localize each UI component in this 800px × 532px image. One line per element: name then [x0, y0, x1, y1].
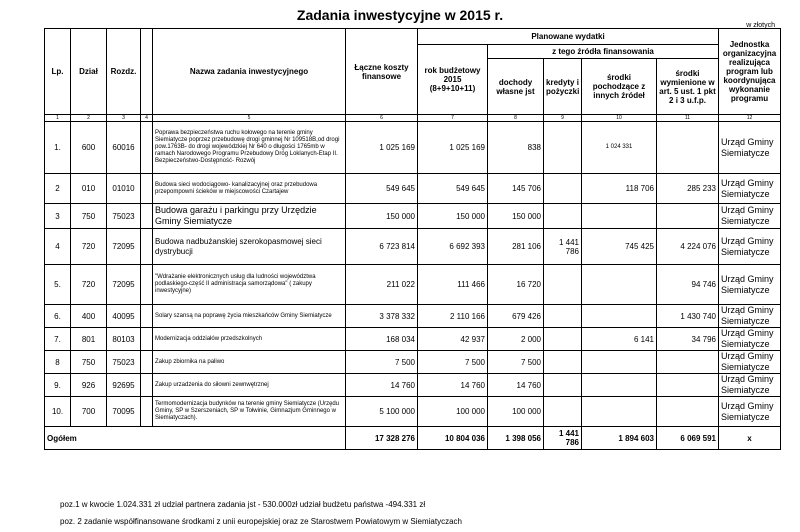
row-dochody: 100 000 [488, 397, 544, 427]
header-jednostka: Jednostka organizacyjna realizująca program lub koordynująca wykonanie programu [719, 29, 781, 115]
table-row [45, 174, 781, 204]
header-laczne: Łączne koszty finansowe [346, 29, 418, 115]
row-wym: 285 233 [657, 174, 719, 204]
row-dochody: 14 760 [488, 374, 544, 397]
row-rok: 1 025 169 [418, 122, 488, 174]
row-jednostka: Urząd Gminy Siemiatycze [719, 374, 781, 397]
row-dzial: 720 [71, 265, 107, 305]
col-number: 1 [45, 115, 71, 122]
row-dochody: 679 426 [488, 305, 544, 328]
row-dzial: 010 [71, 174, 107, 204]
total-label: Ogółem [45, 427, 346, 450]
row-dzial: 926 [71, 374, 107, 397]
col-number: 6 [346, 115, 418, 122]
row-inne [582, 265, 657, 305]
row-lp: 4 [45, 229, 71, 265]
row-dzial: 400 [71, 305, 107, 328]
row-rok: 42 937 [418, 328, 488, 351]
row-kredyty [544, 204, 582, 229]
col-number: 4 [141, 115, 153, 122]
row-rozdz: 72095 [107, 229, 141, 265]
row-rozdz: 60016 [107, 122, 141, 174]
footnote-2: poz. 2 zadanie współfinansowane środkami z unii europejskiej oraz ze Starostwem Powiatowym w Siemiatyczach [60, 517, 462, 526]
col-number: 8 [488, 115, 544, 122]
row-laczne: 150 000 [346, 204, 418, 229]
row-par [141, 174, 153, 204]
header-srodki-wym: środki wymienione w art. 5 ust. 1 pkt 2 i 3 u.f.p. [657, 59, 719, 115]
col-number: 12 [719, 115, 781, 122]
total-dochody: 1 398 056 [488, 427, 544, 450]
row-laczne: 168 034 [346, 328, 418, 351]
header-planowane: Planowane wydatki [418, 29, 719, 45]
row-name: Poprawa bezpieczeństwa ruchu kołowego na terenie gminy Siemiatycze poprzez przebudowę drogi gminnej Nr 109518B,od drogi pow.1763B- do drogi wojewódzkiej Nr 640 o długości 1765mb w ramach Narodowego Programu Przebudowy Dróg Loklanych-Etap II. Bezpieczeństwo-Dostępność- Rozwój [153, 122, 346, 174]
row-dzial: 600 [71, 122, 107, 174]
header-zrodla: z tego źródła finansowania [488, 45, 719, 59]
row-kredyty [544, 328, 582, 351]
table-row [45, 397, 781, 427]
col-number: 9 [544, 115, 582, 122]
row-name: Modernizacja oddziałów przedszkolnych [153, 328, 346, 351]
row-wym [657, 351, 719, 374]
total-wym: 6 069 591 [657, 427, 719, 450]
row-wym [657, 374, 719, 397]
row-lp: 7. [45, 328, 71, 351]
row-dzial: 750 [71, 204, 107, 229]
header-dzial: Dział [71, 29, 107, 115]
row-rok: 111 466 [418, 265, 488, 305]
row-laczne: 5 100 000 [346, 397, 418, 427]
table-row [45, 305, 781, 328]
row-kredyty [544, 374, 582, 397]
row-inne: 118 706 [582, 174, 657, 204]
header-nazwa: Nazwa zadania inwestycyjnego [153, 29, 346, 115]
row-rok: 2 110 166 [418, 305, 488, 328]
row-rozdz: 70095 [107, 397, 141, 427]
row-inne [582, 305, 657, 328]
row-lp: 10. [45, 397, 71, 427]
row-par [141, 229, 153, 265]
row-par [141, 397, 153, 427]
row-par [141, 374, 153, 397]
row-dzial: 750 [71, 351, 107, 374]
row-inne [582, 397, 657, 427]
header-par [141, 29, 153, 115]
row-par [141, 328, 153, 351]
row-inne [582, 351, 657, 374]
row-jednostka: Urząd Gminy Siemiatycze [719, 229, 781, 265]
row-jednostka: Urząd Gminy Siemiatycze [719, 351, 781, 374]
row-inne [582, 374, 657, 397]
total-laczne: 17 328 276 [346, 427, 418, 450]
header-dochody: dochody własne jst [488, 59, 544, 115]
row-name: Zakup zbiornika na paliwo [153, 351, 346, 374]
row-name: Budowa nadbużanskiej szerokopasmowej sieci dystrybucji [153, 229, 346, 265]
table-row [45, 328, 781, 351]
row-rok: 549 645 [418, 174, 488, 204]
row-laczne: 211 022 [346, 265, 418, 305]
row-dzial: 801 [71, 328, 107, 351]
row-dochody: 2 000 [488, 328, 544, 351]
row-dzial: 700 [71, 397, 107, 427]
row-jednostka: Urząd Gminy Siemiatycze [719, 305, 781, 328]
total-jednostka: x [719, 427, 781, 450]
row-wym: 1 430 740 [657, 305, 719, 328]
footnote-1: poz.1 w kwocie 1.024.331 zł udział partnera zadania jst - 530.000zł udział budżetu państwa -494.331 zł [60, 500, 426, 509]
row-name: Budowa garażu i parkingu przy Urzędzie Gminy Siemiatycze [153, 204, 346, 229]
row-kredyty [544, 351, 582, 374]
col-number: 5 [153, 115, 346, 122]
row-dochody: 281 106 [488, 229, 544, 265]
row-inne: 745 425 [582, 229, 657, 265]
row-rok: 100 000 [418, 397, 488, 427]
row-laczne: 6 723 814 [346, 229, 418, 265]
row-par [141, 122, 153, 174]
table-row [45, 265, 781, 305]
column-number-row [45, 115, 781, 122]
row-lp: 5. [45, 265, 71, 305]
header-lp: Lp. [45, 29, 71, 115]
row-dochody: 16 720 [488, 265, 544, 305]
row-wym: 34 796 [657, 328, 719, 351]
row-inne [582, 204, 657, 229]
row-rozdz: 92695 [107, 374, 141, 397]
row-wym: 4 224 076 [657, 229, 719, 265]
row-dochody: 150 000 [488, 204, 544, 229]
row-wym [657, 122, 719, 174]
row-rozdz: 01010 [107, 174, 141, 204]
row-dochody: 145 706 [488, 174, 544, 204]
row-rozdz: 72095 [107, 265, 141, 305]
row-jednostka: Urząd Gminy Siemiatycze [719, 397, 781, 427]
row-name: Termomodernizacja budynków na terenie gminy Siemiatycze (Urzędu Gminy, SP w Szerszeniach, SP w Tołwinie, Gimnazjum Gminnego w Siemiatyczach). [153, 397, 346, 427]
investment-table [44, 28, 781, 450]
row-kredyty [544, 305, 582, 328]
row-laczne: 3 378 332 [346, 305, 418, 328]
row-lp: 6. [45, 305, 71, 328]
col-number: 7 [418, 115, 488, 122]
row-par [141, 305, 153, 328]
row-laczne: 14 760 [346, 374, 418, 397]
document-title: Zadania inwestycyjne w 2015 r. [296, 7, 504, 23]
row-name: Solary szansą na poprawę życia mieszkańców Gminy Siemiatycze [153, 305, 346, 328]
row-jednostka: Urząd Gminy Siemiatycze [719, 265, 781, 305]
row-dochody: 838 [488, 122, 544, 174]
row-lp: 8 [45, 351, 71, 374]
row-lp: 3 [45, 204, 71, 229]
col-number: 2 [71, 115, 107, 122]
row-kredyty [544, 174, 582, 204]
row-rozdz: 75023 [107, 351, 141, 374]
row-inne: 1 024 331 [582, 122, 657, 174]
row-dochody: 7 500 [488, 351, 544, 374]
row-laczne: 7 500 [346, 351, 418, 374]
table-row [45, 122, 781, 174]
row-wym: 94 746 [657, 265, 719, 305]
row-name: Budowa sieci wodociągowo- kanalizacyjnej oraz przebudowa przepompowni ścieków w miejscowości Czartajew [153, 174, 346, 204]
header-srodki-inne: środki pochodzące z innych źródeł [582, 59, 657, 115]
row-dzial: 720 [71, 229, 107, 265]
total-rok: 10 804 036 [418, 427, 488, 450]
col-number: 3 [107, 115, 141, 122]
row-lp: 2 [45, 174, 71, 204]
row-par [141, 204, 153, 229]
unit-label: w złotych [746, 22, 775, 29]
row-name: "Wdrażanie elektronicznych usług dla ludności województwa podlaskiego-część II administracja samorządowa" ( zakupy inwestycyjne) [153, 265, 346, 305]
row-rok: 150 000 [418, 204, 488, 229]
row-rozdz: 40095 [107, 305, 141, 328]
row-jednostka: Urząd Gminy Siemiatycze [719, 122, 781, 174]
header-rok: rok budżetowy 2015 (8+9+10+11) [418, 45, 488, 115]
row-wym [657, 397, 719, 427]
table-row [45, 374, 781, 397]
row-rozdz: 75023 [107, 204, 141, 229]
total-kredyty: 1 441 786 [544, 427, 582, 450]
row-lp: 9. [45, 374, 71, 397]
row-par [141, 351, 153, 374]
row-rok: 7 500 [418, 351, 488, 374]
table-row [45, 351, 781, 374]
row-rok: 14 760 [418, 374, 488, 397]
row-kredyty: 1 441 786 [544, 229, 582, 265]
row-rozdz: 80103 [107, 328, 141, 351]
row-lp: 1. [45, 122, 71, 174]
row-kredyty [544, 265, 582, 305]
total-row [45, 427, 781, 450]
row-par [141, 265, 153, 305]
table-row [45, 229, 781, 265]
row-laczne: 549 645 [346, 174, 418, 204]
row-kredyty [544, 397, 582, 427]
row-kredyty [544, 122, 582, 174]
row-laczne: 1 025 169 [346, 122, 418, 174]
row-jednostka: Urząd Gminy Siemiatycze [719, 328, 781, 351]
total-inne: 1 894 603 [582, 427, 657, 450]
row-wym [657, 204, 719, 229]
header-kredyty: kredyty i pożyczki [544, 59, 582, 115]
header-rozdz: Rozdz. [107, 29, 141, 115]
row-name: Zakup urzadzenia do siłowni zewnwętrznej [153, 374, 346, 397]
col-number: 10 [582, 115, 657, 122]
row-jednostka: Urząd Gminy Siemiatycze [719, 204, 781, 229]
table-row [45, 204, 781, 229]
row-jednostka: Urząd Gminy Siemiatycze [719, 174, 781, 204]
row-rok: 6 692 393 [418, 229, 488, 265]
col-number: 11 [657, 115, 719, 122]
row-inne: 6 141 [582, 328, 657, 351]
